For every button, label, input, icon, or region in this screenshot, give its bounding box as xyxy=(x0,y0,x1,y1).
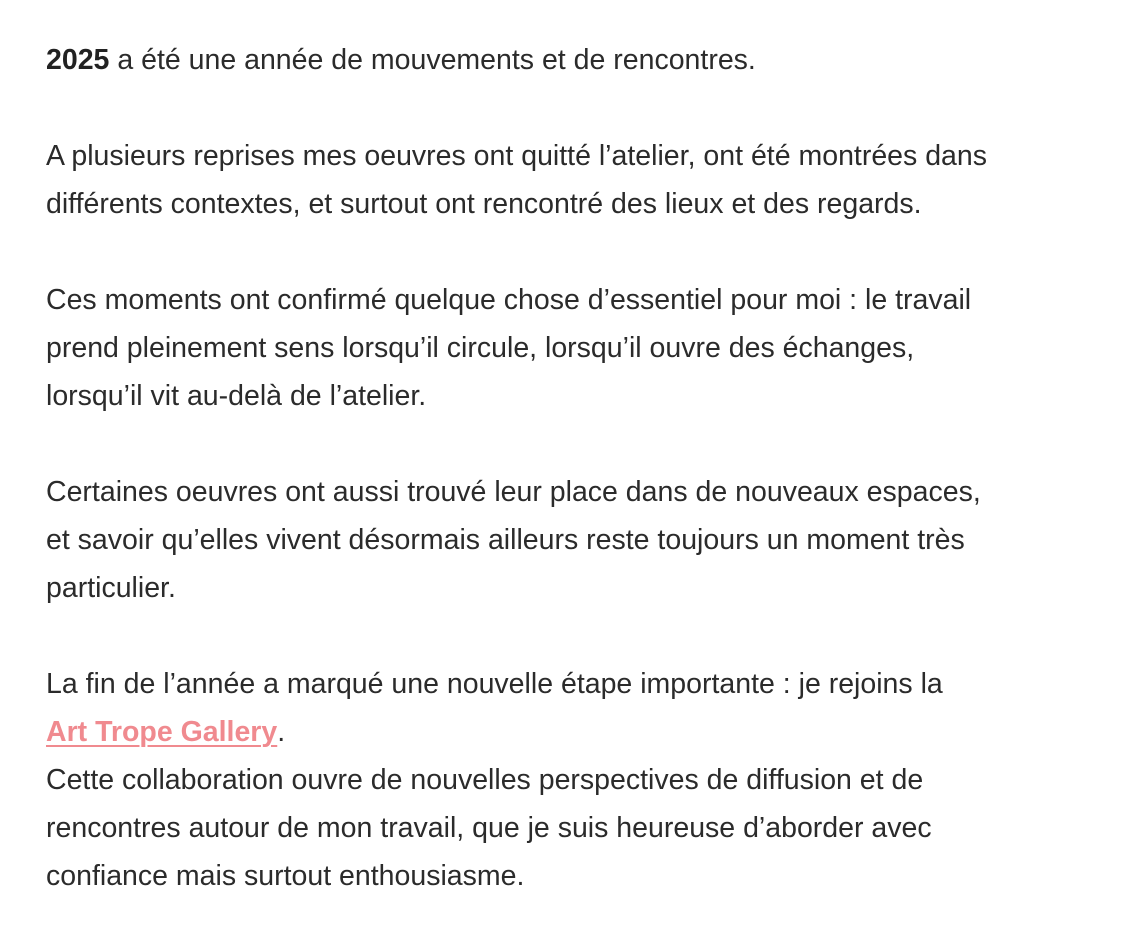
year-highlight: 2025 xyxy=(46,44,110,76)
paragraph-line: confiance mais surtout enthousiasme. xyxy=(46,860,525,892)
paragraph-line: La fin de l’année a marqué une nouvelle étape importante : je rejoins la xyxy=(46,668,943,700)
intro-paragraph xyxy=(46,36,1121,84)
gallery-link-line xyxy=(46,708,1121,756)
new-spaces-paragraph xyxy=(46,468,1121,612)
paragraph-line: lorsqu’il vit au-delà de l’atelier. xyxy=(46,380,427,412)
paragraph-line: A plusieurs reprises mes oeuvres ont quitté l’atelier, ont été montrées dans xyxy=(46,140,988,172)
paragraph-line: prend pleinement sens lorsqu’il circule, lorsqu’il ouvre des échanges, xyxy=(46,332,915,364)
gallery-paragraph xyxy=(46,660,1121,900)
paragraph-line: Certaines oeuvres ont aussi trouvé leur place dans de nouveaux espaces, xyxy=(46,476,981,508)
meaning-paragraph xyxy=(46,276,1121,420)
paragraph-line: Ces moments ont confirmé quelque chose d’essentiel pour moi : le travail xyxy=(46,284,972,316)
art-trope-gallery-link[interactable]: Art Trope Gallery xyxy=(46,716,278,748)
intro-text: a été une année de mouvements et de rencontres. xyxy=(109,44,756,76)
newsletter-body xyxy=(46,36,1121,948)
paragraph-line: différents contextes, et surtout ont rencontré des lieux et des regards. xyxy=(46,188,922,220)
paragraph-line: rencontres autour de mon travail, que je suis heureuse d’aborder avec xyxy=(46,812,932,844)
link-trailing-period: . xyxy=(277,716,286,748)
paragraph-line: particulier. xyxy=(46,572,176,604)
exhibitions-paragraph xyxy=(46,132,1121,228)
paragraph-line: Cette collaboration ouvre de nouvelles perspectives de diffusion et de xyxy=(46,764,924,796)
paragraph-line: et savoir qu’elles vivent désormais ailleurs reste toujours un moment très xyxy=(46,524,965,556)
